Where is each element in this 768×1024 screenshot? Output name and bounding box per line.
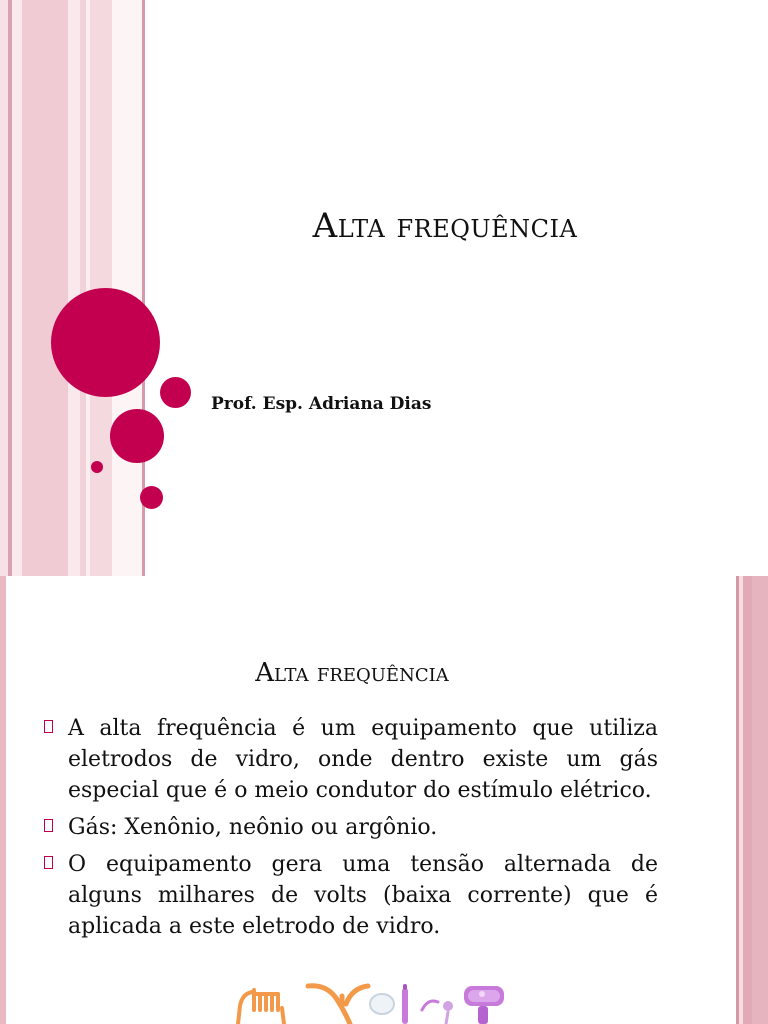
bullet-list (44, 713, 658, 948)
decorative-stripe (68, 0, 80, 576)
slide-subtitle-author: Prof. Esp. Adriana Dias (211, 394, 432, 414)
comb-electrode-icon (238, 990, 284, 1024)
fork-electrode-icon (308, 986, 368, 1024)
decorative-circle-small (160, 377, 191, 408)
decorative-stripe (0, 576, 6, 1024)
decorative-stripe (743, 576, 752, 1024)
decorative-stripe (12, 0, 22, 576)
ball-electrode-icon (443, 1001, 453, 1011)
rod-electrode-icon (402, 984, 408, 1024)
decorative-stripe (22, 0, 68, 576)
decorative-stripe (752, 576, 768, 1024)
slide-title: Alta frequência (255, 658, 449, 688)
hollow-square-bullet-icon (44, 819, 53, 832)
hollow-square-bullet-icon (44, 856, 53, 869)
decorative-circle-dot (91, 461, 103, 473)
content-slide (0, 576, 768, 1024)
slide-title: Alta frequência (312, 206, 578, 246)
list-item (44, 849, 658, 942)
bulb-electrode-icon (370, 994, 394, 1014)
decorative-circle-medium (110, 409, 164, 463)
bullet-text: Gás: Xenônio, neônio ou argônio. (68, 815, 438, 840)
decorative-stripe (0, 0, 8, 576)
bullet-text: O equipamento gera uma tensão alternada de alguns milhares de volts (baixa corrente) que é aplicada a este eletrodo de vidro. (68, 852, 658, 939)
curved-electrode-icon (422, 1001, 438, 1010)
decorative-circle-large (51, 288, 160, 397)
decorative-stripe (112, 0, 142, 576)
hollow-square-bullet-icon (44, 720, 53, 733)
list-item (44, 713, 658, 806)
list-item (44, 812, 658, 843)
decorative-circle-small (140, 486, 163, 509)
roller-electrode-icon (464, 986, 504, 1024)
bullet-text: A alta frequência é um equipamento que utiliza eletrodos de vidro, onde dentro existe um gás especial que é o meio condutor do estímulo elétrico. (68, 716, 658, 803)
electrode-set-image (232, 980, 522, 1024)
